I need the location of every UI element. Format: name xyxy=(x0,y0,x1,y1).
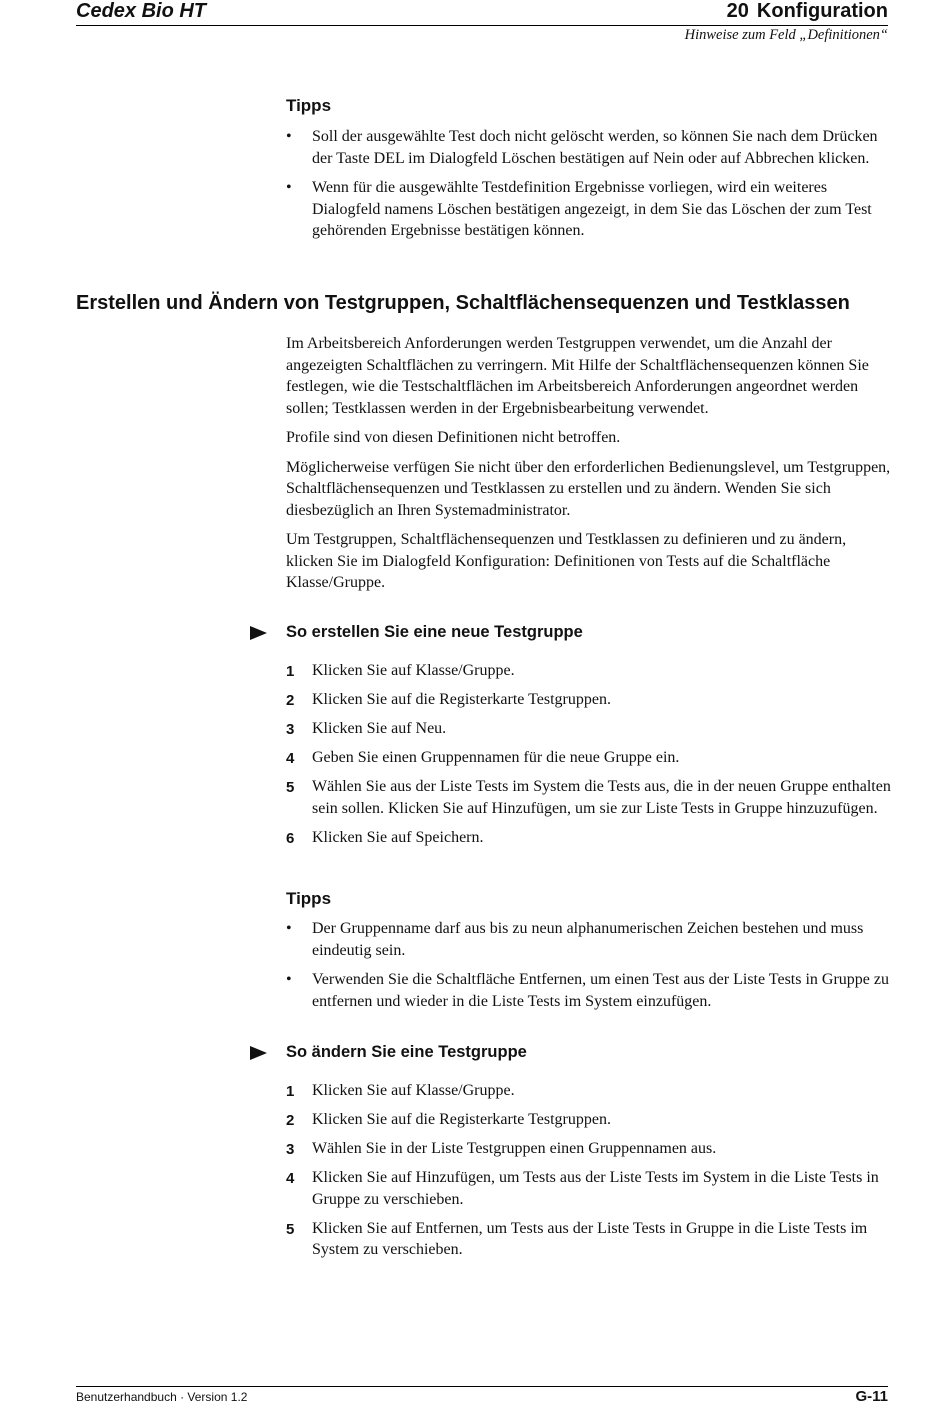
procedure-heading-create xyxy=(250,623,583,642)
step-number: 2 xyxy=(286,1112,295,1129)
chapter-number: 20 xyxy=(726,0,749,22)
step-item xyxy=(286,827,896,849)
step-item xyxy=(286,1167,896,1210)
step-item xyxy=(286,1109,896,1131)
procedure-title: So erstellen Sie eine neue Testgruppe xyxy=(286,623,583,641)
step-text: Klicken Sie auf Neu. xyxy=(312,720,447,737)
step-item xyxy=(286,1218,896,1261)
tip-text: Verwenden Sie die Schaltfläche Entfernen, um einen Test aus der Liste Tests in Gruppe zu entfernen und wieder in die Liste Tests im System einzufügen. xyxy=(312,971,889,1010)
footer-rule xyxy=(76,1386,888,1387)
page-number: G-11 xyxy=(855,1388,888,1405)
bullet-icon: • xyxy=(286,971,292,988)
tip-text: Wenn für die ausgewählte Testdefinition Ergebnisse vorliegen, wird ein weiteres Dialogfeld namens Löschen bestätigen angezeigt, in dem Sie das Löschen der zum Test gehörenden Ergebnisse bestätigen können. xyxy=(312,179,872,239)
tips-heading-1: Tipps xyxy=(286,96,332,115)
step-number: 2 xyxy=(286,692,295,709)
tip-item xyxy=(286,126,896,169)
step-number: 6 xyxy=(286,829,295,847)
paragraph: Im Arbeitsbereich Anforderungen werden Testgruppen verwendet, um die Anzahl der angezeigten Schaltflächen zu verringern. Mit Hilfe der Schaltflächensequenzen können Sie festlegen, wie die Testschaltflächen im Arbeitsbereich Anforderungen angeordnet werden sollen; Testklassen werden in der Ergebnisbearbeitung verwendet. xyxy=(286,335,869,417)
step-number: 1 xyxy=(286,663,295,680)
step-text: Wählen Sie in der Liste Testgruppen einen Gruppennamen aus. xyxy=(312,1140,717,1157)
header-rule xyxy=(76,25,888,26)
step-text: Geben Sie einen Gruppennamen für die neue Gruppe ein. xyxy=(312,749,680,766)
bullet-icon: • xyxy=(286,179,292,196)
step-text: Klicken Sie auf die Registerkarte Testgruppen. xyxy=(312,691,611,708)
section-body xyxy=(286,333,896,602)
step-text: Klicken Sie auf Speichern. xyxy=(312,828,484,846)
step-text: Wählen Sie aus der Liste Tests im System die Tests aus, die in der neuen Gruppe enthalten sein sollen. Klicken Sie auf Hinzufügen, um sie zur Liste Tests in Gruppe hinzuzufügen. xyxy=(312,778,891,817)
procedure-arrow-icon xyxy=(250,1046,267,1060)
tips-list-1 xyxy=(286,126,896,250)
document-title: Cedex Bio HT xyxy=(76,0,207,22)
tip-text: Der Gruppenname darf aus bis zu neun alphanumerischen Zeichen bestehen und muss eindeutig sein. xyxy=(312,920,864,959)
step-number: 3 xyxy=(286,721,295,738)
tips-heading-2: Tipps xyxy=(286,889,332,908)
step-item xyxy=(286,660,896,682)
step-item xyxy=(286,776,896,819)
procedure-arrow-icon xyxy=(250,626,267,640)
paragraph: Möglicherweise verfügen Sie nicht über den erforderlichen Bedienungslevel, um Testgruppen, Schaltflächensequenzen und Testklassen zu erstellen und zu ändern. Wenden Sie sich diesbezüglich an Ihren Systemadministrator. xyxy=(286,458,891,519)
header-subtitle: Hinweise zum Feld „Definitionen“ xyxy=(684,27,888,43)
footer-version: Benutzerhandbuch · Version 1.2 xyxy=(76,1390,248,1404)
bullet-icon: • xyxy=(286,920,292,937)
paragraph: Um Testgruppen, Schaltflächensequenzen und Testklassen zu definieren und zu ändern, klicken Sie im Dialogfeld Konfiguration: Definitionen von Tests auf die Schaltfläche Klasse/Gruppe. xyxy=(286,531,847,591)
steps-modify xyxy=(286,1080,896,1268)
paragraph: Profile sind von diesen Definitionen nicht betroffen. xyxy=(286,429,621,446)
step-number: 4 xyxy=(286,1170,295,1187)
step-text: Klicken Sie auf Klasse/Gruppe. xyxy=(312,1082,515,1099)
step-item xyxy=(286,1138,896,1160)
step-item xyxy=(286,689,896,711)
step-number: 3 xyxy=(286,1141,295,1158)
tip-text: Soll der ausgewählte Test doch nicht gelöscht werden, so können Sie nach dem Drücken der Taste DEL im Dialogfeld Löschen bestätigen auf Nein oder auf Abbrechen klicken. xyxy=(312,128,878,167)
step-number: 5 xyxy=(286,779,295,796)
chapter-heading xyxy=(727,0,888,23)
step-number: 5 xyxy=(286,1220,295,1238)
procedure-title: So ändern Sie eine Testgruppe xyxy=(286,1043,527,1061)
bullet-icon: • xyxy=(286,128,292,145)
step-number: 1 xyxy=(286,1083,295,1100)
step-text: Klicken Sie auf Klasse/Gruppe. xyxy=(312,662,515,679)
step-item xyxy=(286,718,896,740)
steps-create xyxy=(286,660,896,856)
tip-item xyxy=(286,969,896,1012)
step-text: Klicken Sie auf die Registerkarte Testgruppen. xyxy=(312,1111,611,1128)
tips-list-2 xyxy=(286,918,896,1020)
step-item xyxy=(286,1080,896,1102)
tip-item xyxy=(286,177,896,242)
procedure-heading-modify xyxy=(250,1043,527,1062)
step-text: Klicken Sie auf Entfernen, um Tests aus der Liste Tests in Gruppe in die Liste Tests im System zu verschieben. xyxy=(312,1219,868,1258)
tip-item xyxy=(286,918,896,961)
step-number: 4 xyxy=(286,750,295,767)
section-heading: Erstellen und Ändern von Testgruppen, Schaltflächensequenzen und Testklassen xyxy=(76,292,850,314)
chapter-title: Konfiguration xyxy=(756,0,888,22)
step-text: Klicken Sie auf Hinzufügen, um Tests aus der Liste Tests im System in die Liste Tests in Gruppe zu verschieben. xyxy=(312,1169,879,1208)
step-item xyxy=(286,747,896,769)
